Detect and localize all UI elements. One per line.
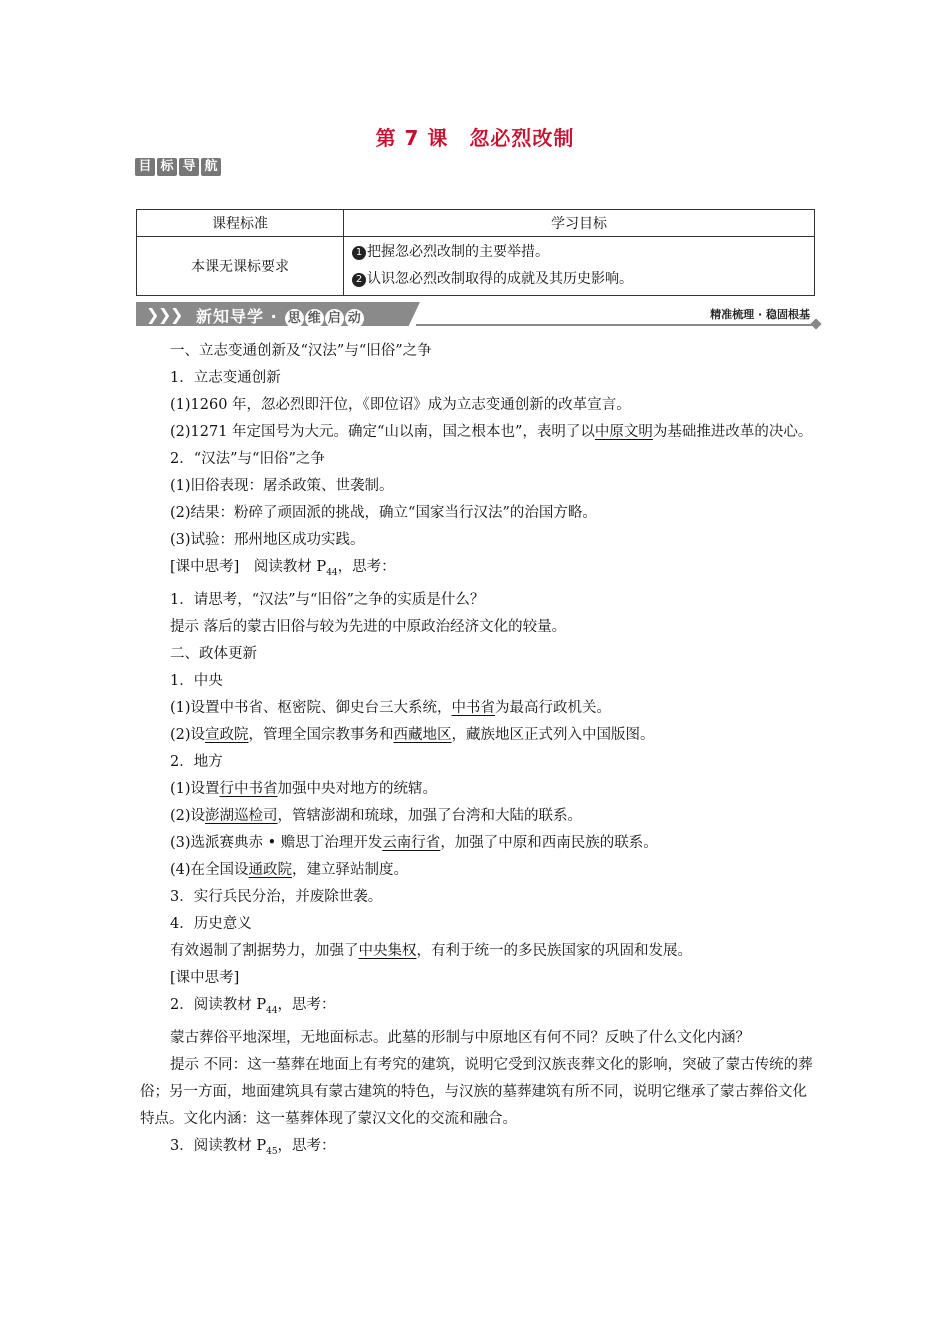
paragraph: (3)试验：邢州地区成功实践。 <box>170 532 365 548</box>
text: (2)设 <box>170 726 206 743</box>
lesson-title: 第 7 课 忽必烈改制 <box>375 126 575 150</box>
goal-text: 认识忽必烈改制取得的成就及其历史影响。 <box>367 271 633 287</box>
goal-item <box>352 239 806 266</box>
text: ，加强了中原和西南民族的联系。 <box>440 834 658 851</box>
text: (2)设 <box>170 807 206 824</box>
underlined-term: 西藏地区 <box>393 726 452 743</box>
paragraph <box>170 857 820 884</box>
paragraph <box>170 722 820 749</box>
thinking-prompt <box>170 554 820 587</box>
text: ，藏族地区正式列入中国版图。 <box>451 726 655 743</box>
underlined-term: 中原文明 <box>594 424 653 440</box>
badge-char: 航 <box>201 158 221 176</box>
underlined-term: 行中书省 <box>219 780 278 797</box>
text: ，思考： <box>337 559 396 575</box>
banner-main-text: 新知导学 · <box>196 307 285 326</box>
text: [课中思考] 阅读教材 P <box>170 559 327 575</box>
paragraph <box>140 938 820 965</box>
banner-char: 维 <box>305 309 324 328</box>
underlined-term: 宣政院 <box>205 726 249 743</box>
course-standard-cell: 本课无课标要求 <box>137 237 344 296</box>
text: (2)1271 年定国号为大元。确定“山以南，国之根本也”，表明了以 <box>170 424 595 440</box>
badge-char: 目 <box>135 158 155 176</box>
page-subscript: 44 <box>326 567 338 578</box>
text: 2．阅读教材 P <box>170 996 267 1013</box>
page-subscript: 44 <box>266 1005 278 1016</box>
text: ，思考： <box>277 1137 336 1154</box>
badge-char: 导 <box>179 158 199 176</box>
paragraph <box>140 419 820 446</box>
page-subscript: 45 <box>266 1146 278 1157</box>
goal-item <box>352 266 806 293</box>
text: 有效遏制了割据势力，加强了 <box>170 942 359 959</box>
underlined-term: 云南行省 <box>382 834 441 851</box>
question: 1．请思考，“汉法”与“旧俗”之争的实质是什么？ <box>170 591 485 608</box>
number-circle-icon: 1 <box>352 246 366 260</box>
paragraph <box>170 695 820 722</box>
lesson-body <box>140 338 820 1166</box>
standards-table <box>136 209 815 296</box>
underlined-term: 中央集权 <box>358 942 417 959</box>
question <box>170 1133 820 1166</box>
underlined-term: 中书省 <box>451 699 496 716</box>
text: 为最高行政机关。 <box>495 699 612 716</box>
section-banner <box>136 302 820 328</box>
number-circle-icon: 2 <box>352 273 366 287</box>
subheading: 2．“汉法”与“旧俗”之争 <box>170 451 325 467</box>
underlined-term: 澎湖巡检司 <box>205 807 278 824</box>
banner-char: 动 <box>345 309 364 328</box>
text: ，有利于统一的多民族国家的巩固和发展。 <box>416 942 692 959</box>
hint: 提示 不同：这一墓葬在地面上有考究的建筑，说明它受到汉族丧葬文化的影响，突破了蒙古传统的葬俗；另一方面，地面建筑具有蒙古建筑的特色，与汉族的墓葬建筑有所不同，说明它继承了蒙古葬俗文化特点。文化内涵：这一墓葬体现了蒙汉文化的交流和融合。 <box>140 1056 813 1127</box>
goal-text: 把握忽必烈改制的主要举措。 <box>367 244 549 260</box>
chevron-right-icon: ❯ <box>158 305 172 324</box>
text: 加强中央对地方的统辖。 <box>277 780 438 797</box>
subheading: 4．历史意义 <box>170 915 252 932</box>
header-learning-goals: 学习目标 <box>344 210 815 237</box>
text: (3)选派赛典赤 • 赡思丁治理开发 <box>170 834 383 851</box>
learning-goals-cell <box>344 237 815 296</box>
subheading: 1．中央 <box>170 672 223 689</box>
table-row <box>137 237 815 296</box>
text: ，建立驿站制度。 <box>292 861 409 878</box>
paragraph <box>170 776 820 803</box>
paragraph: (2)结果：粉碎了顽固派的挑战，确立“国家当行汉法”的治国方略。 <box>170 505 597 521</box>
badge-char: 标 <box>157 158 177 176</box>
paragraph: (1)旧俗表现：屠杀政策、世袭制。 <box>170 478 394 494</box>
text: ，思考： <box>277 996 336 1013</box>
banner-char: 启 <box>325 309 344 328</box>
subheading: 1．立志变通创新 <box>170 370 281 386</box>
question <box>170 992 820 1025</box>
table-header-row <box>137 210 815 237</box>
diamond-icon <box>810 318 821 329</box>
text: 3．阅读教材 P <box>170 1137 267 1154</box>
subheading: 3．实行兵民分治，并废除世袭。 <box>170 888 383 905</box>
paragraph: (1)1260 年，忽必烈即汗位，《即位诏》成为立志变通创新的改革宣言。 <box>170 397 631 413</box>
paragraph <box>170 830 820 857</box>
banner-subtitle: 精准梳理 · 稳固根基 <box>710 308 810 321</box>
banner-char: 思 <box>285 309 304 328</box>
banner-circled-chars <box>284 307 364 328</box>
text: (1)设置中书省、枢密院、御史台三大系统， <box>170 699 452 716</box>
paragraph <box>170 803 820 830</box>
section-heading: 二、政体更新 <box>170 645 257 662</box>
hint: 提示 落后的蒙古旧俗与较为先进的中原政治经济文化的较量。 <box>170 618 567 635</box>
question: 蒙古葬俗平地深埋，无地面标志。此墓的形制与中原地区有何不同？反映了什么文化内涵？ <box>170 1029 750 1046</box>
text: (4)在全国设 <box>170 861 249 878</box>
banner-rule <box>416 324 814 326</box>
text: ，管辖澎湖和琉球，加强了台湾和大陆的联系。 <box>277 807 583 824</box>
section-badge-goals <box>135 158 221 176</box>
chevron-right-icon: ❯ <box>146 305 160 324</box>
chevron-right-icon: ❯ <box>170 305 184 324</box>
subheading: 2．地方 <box>170 753 223 770</box>
section-heading: 一、立志变通创新及“汉法”与“旧俗”之争 <box>170 343 432 359</box>
text: ，管理全国宗教事务和 <box>248 726 394 743</box>
banner-title <box>196 304 364 328</box>
underlined-term: 通政院 <box>248 861 293 878</box>
text: 为基础推进改革的决心。 <box>652 424 813 440</box>
header-course-standard: 课程标准 <box>137 210 344 237</box>
text: (1)设置 <box>170 780 220 797</box>
thinking-prompt: [课中思考] <box>170 969 240 986</box>
